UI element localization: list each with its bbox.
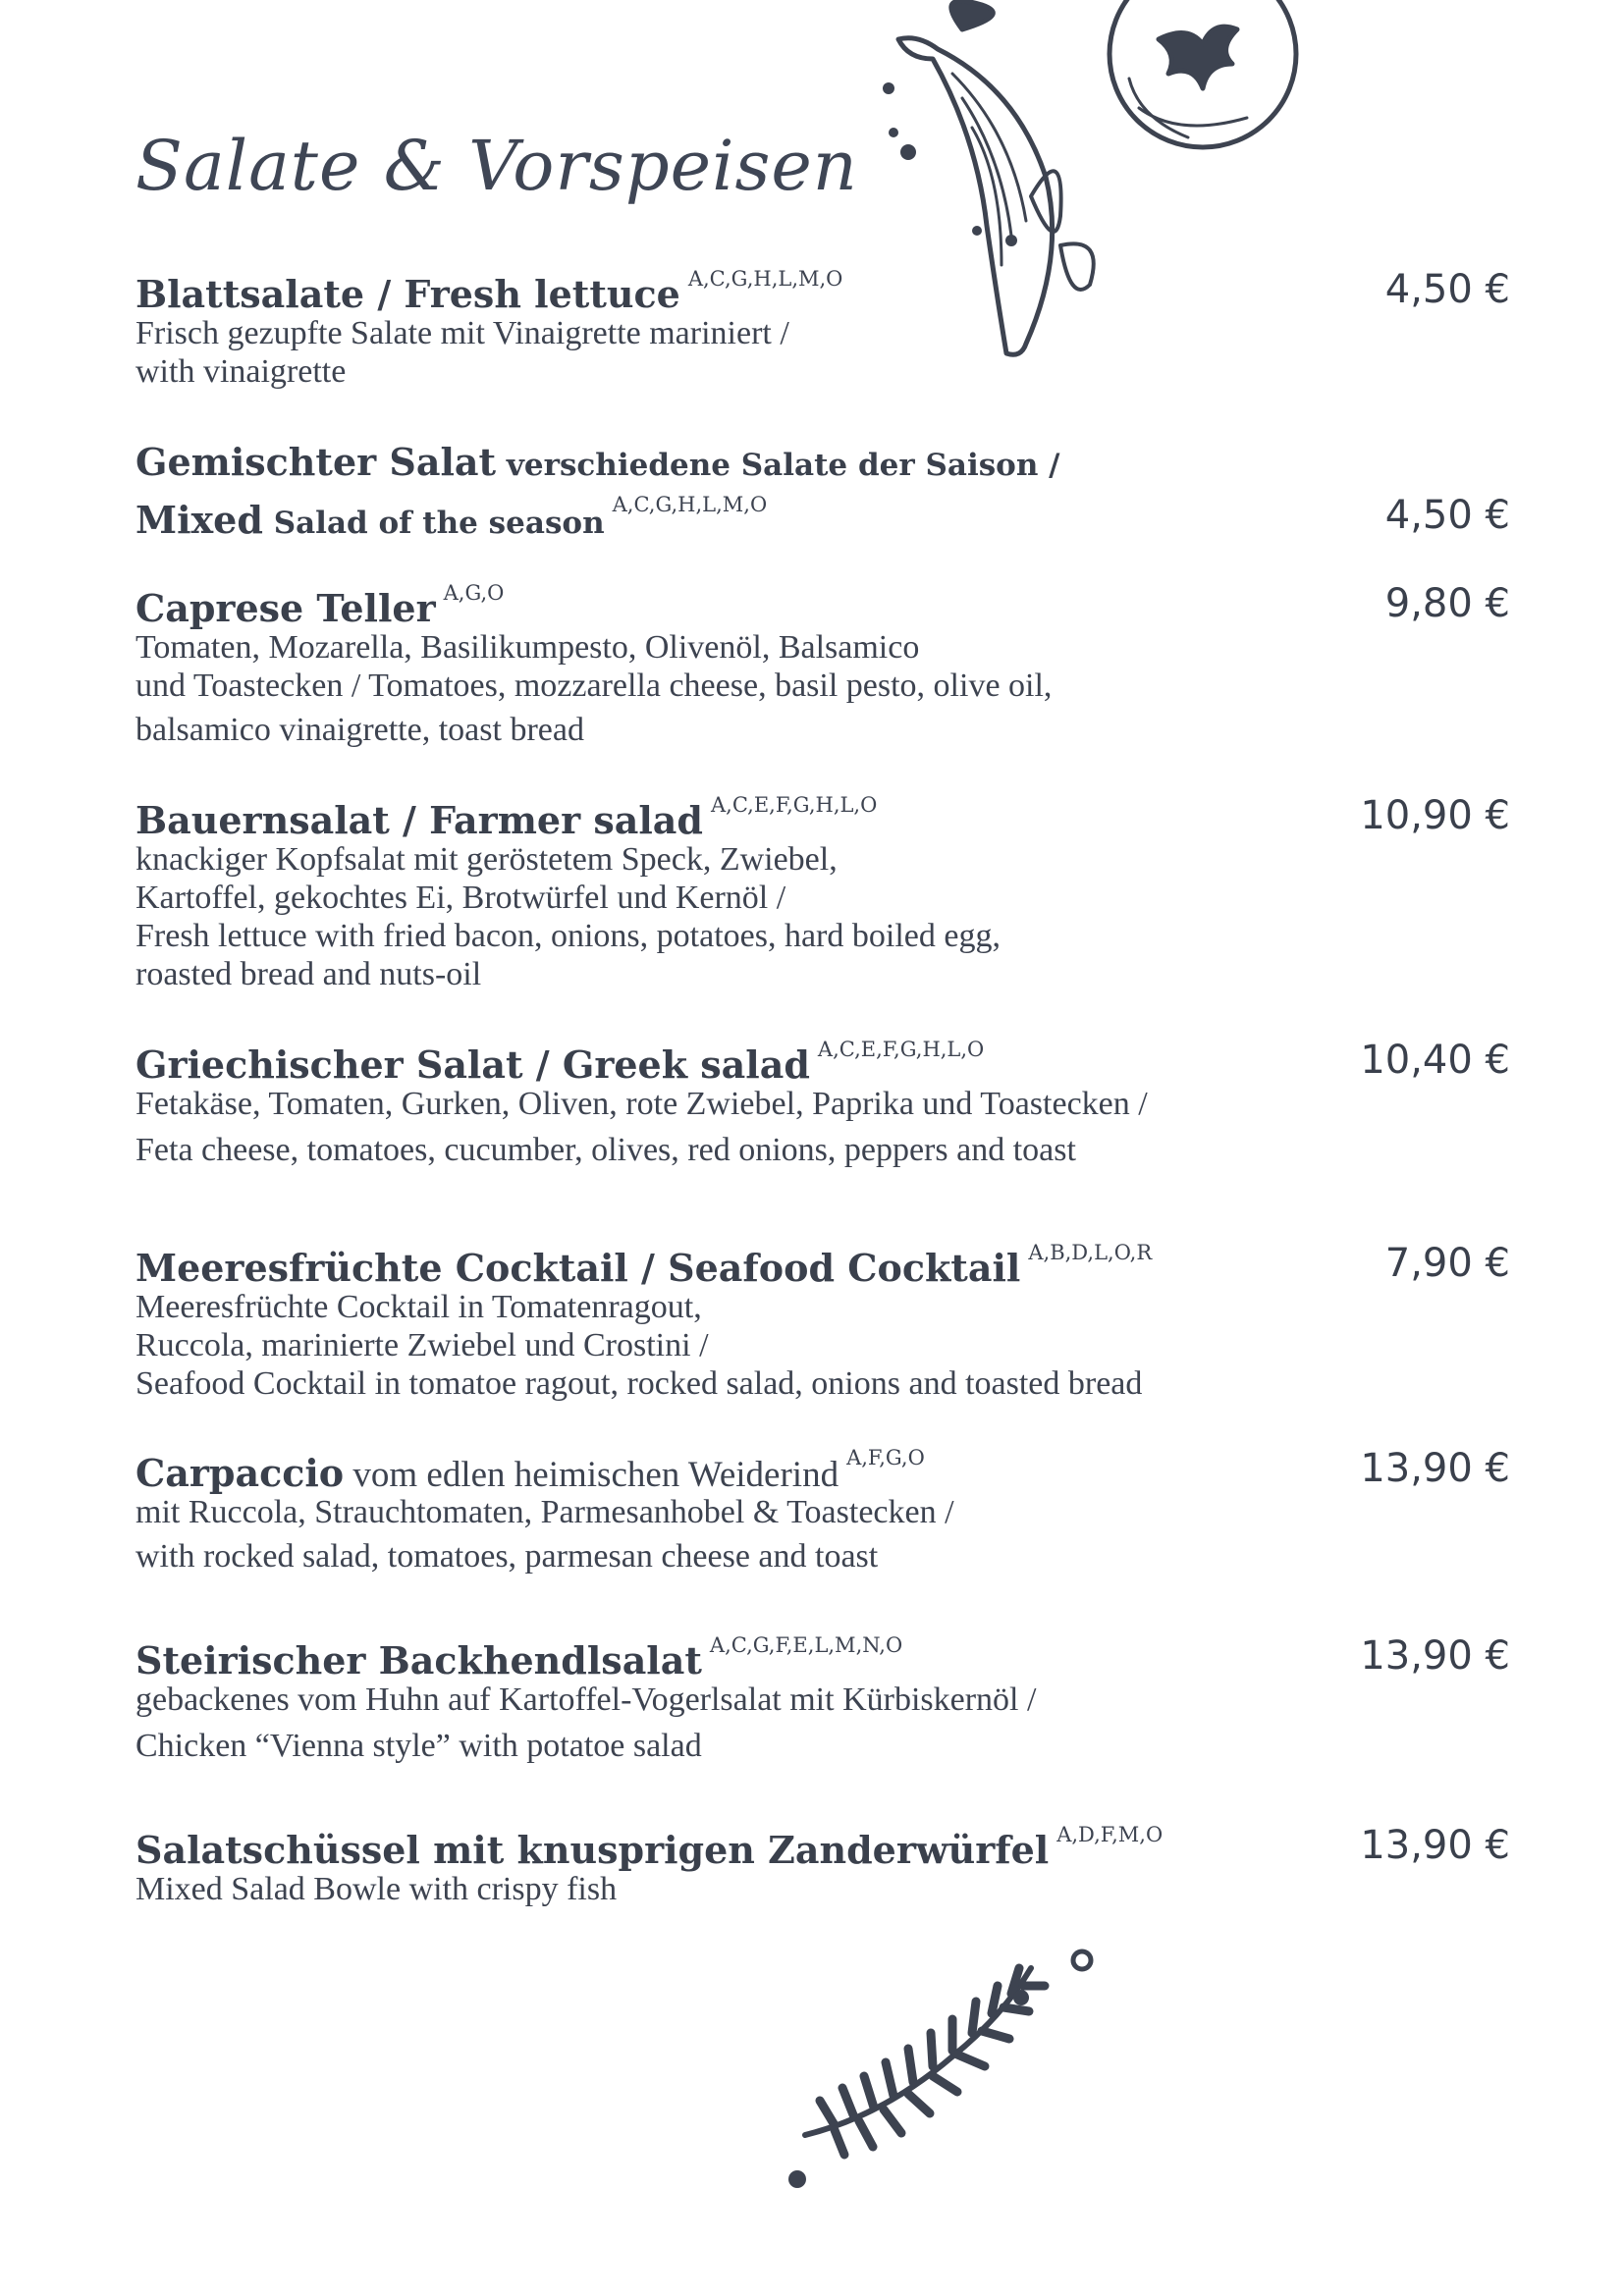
dish-name-detail: vom edlen heimischen Weiderind (344, 1455, 839, 1495)
dish-price: 13,90 € (1360, 1446, 1510, 1491)
rosemary-illustration (776, 1939, 1119, 2214)
allergen-codes: A,C,E,F,G,H,L,O (710, 793, 878, 817)
dish-name: Carpaccio (135, 1451, 345, 1495)
dish-name: Blattsalate / Fresh lettuce (135, 272, 680, 316)
dish-name: Gemischter Salat (135, 440, 497, 484)
dish-description: Feta cheese, tomatoes, cucumber, olives, red onions, peppers and toast (135, 1132, 1076, 1168)
menu-item (135, 1823, 1530, 1908)
dish-name: Bauernsalat / Farmer salad (135, 798, 703, 842)
dish-name: Salatschüssel mit knusprigen Zanderwürfel (135, 1828, 1050, 1872)
dish-price: 10,90 € (1360, 793, 1510, 838)
dish-name: Mixed (135, 498, 263, 542)
dish-description: Meeresfrüchte Cocktail in Tomatenragout, (135, 1289, 702, 1325)
allergen-codes: A,G,O (443, 581, 505, 605)
dish-description: Tomaten, Mozarella, Basilikumpesto, Olivenöl, Balsamico (135, 629, 920, 666)
dish-description: Chicken “Vienna style” with potatoe salad (135, 1728, 702, 1764)
dish-description: Mixed Salad Bowle with crispy fish (135, 1871, 618, 1907)
dish-price: 4,50 € (1384, 267, 1510, 312)
dish-description: Fresh lettuce with fried bacon, onions, potatoes, hard boiled egg, (135, 918, 1001, 954)
dish-price: 13,90 € (1360, 1823, 1510, 1868)
dish-description: und Toastecken / Tomatoes, mozzarella cheese, basil pesto, olive oil, (135, 667, 1053, 704)
allergen-codes: A,C,E,F,G,H,L,O (817, 1038, 985, 1061)
menu-item (135, 1446, 1530, 1575)
allergen-codes: A,C,G,H,L,M,O (612, 493, 768, 516)
page-title: Salate & Vorspeisen (135, 126, 858, 206)
menu-item (135, 267, 1530, 391)
allergen-codes: A,B,D,L,O,R (1028, 1241, 1153, 1264)
dish-description: mit Ruccola, Strauchtomaten, Parmesanhobel & Toastecken / (135, 1494, 954, 1530)
dish-price: 7,90 € (1384, 1241, 1510, 1286)
dish-name-detail: Salad of the season (262, 506, 605, 541)
dish-description: gebackenes vom Huhn auf Kartoffel-Vogerlsalat mit Kürbiskernöl / (135, 1682, 1037, 1718)
dish-description: Kartoffel, gekochtes Ei, Brotwürfel und Kernöl / (135, 880, 786, 916)
allergen-codes: A,C,G,F,E,L,M,N,O (709, 1633, 903, 1657)
allergen-codes: A,C,G,H,L,M,O (687, 267, 843, 291)
menu-item (135, 440, 1530, 540)
dish-price: 4,50 € (1384, 493, 1510, 538)
dish-name: Steirischer Backhendlsalat (135, 1638, 702, 1682)
dish-description: with vinaigrette (135, 353, 347, 390)
dish-description: Fetakäse, Tomaten, Gurken, Oliven, rote Zwiebel, Paprika und Toastecken / (135, 1086, 1148, 1122)
menu-item (135, 1241, 1530, 1403)
dish-description: roasted bread and nuts-oil (135, 956, 482, 992)
dish-description: Ruccola, marinierte Zwiebel und Crostini / (135, 1327, 709, 1363)
dish-name-detail: verschiedene Salate der Saison / (496, 448, 1060, 483)
menu-item (135, 793, 1530, 993)
dish-description: balsamico vinaigrette, toast bread (135, 712, 584, 748)
menu-item (135, 1633, 1530, 1765)
allergen-codes: A,F,G,O (846, 1446, 925, 1469)
menu-item (135, 581, 1530, 749)
dish-name: Caprese Teller (135, 586, 436, 630)
dish-name: Griechischer Salat / Greek salad (135, 1042, 810, 1087)
dish-description: Seafood Cocktail in tomatoe ragout, rocked salad, onions and toasted bread (135, 1365, 1143, 1402)
menu-item (135, 1038, 1530, 1169)
dish-price: 9,80 € (1384, 581, 1510, 626)
dish-description: knackiger Kopfsalat mit geröstetem Speck, Zwiebel, (135, 841, 838, 878)
allergen-codes: A,D,F,M,O (1056, 1823, 1164, 1846)
dish-description: Frisch gezupfte Salate mit Vinaigrette mariniert / (135, 315, 789, 351)
dish-description: with rocked salad, tomatoes, parmesan cheese and toast (135, 1538, 879, 1575)
dish-name: Meeresfrüchte Cocktail / Seafood Cocktail (135, 1246, 1021, 1290)
dish-price: 13,90 € (1360, 1633, 1510, 1679)
dish-price: 10,40 € (1360, 1038, 1510, 1083)
